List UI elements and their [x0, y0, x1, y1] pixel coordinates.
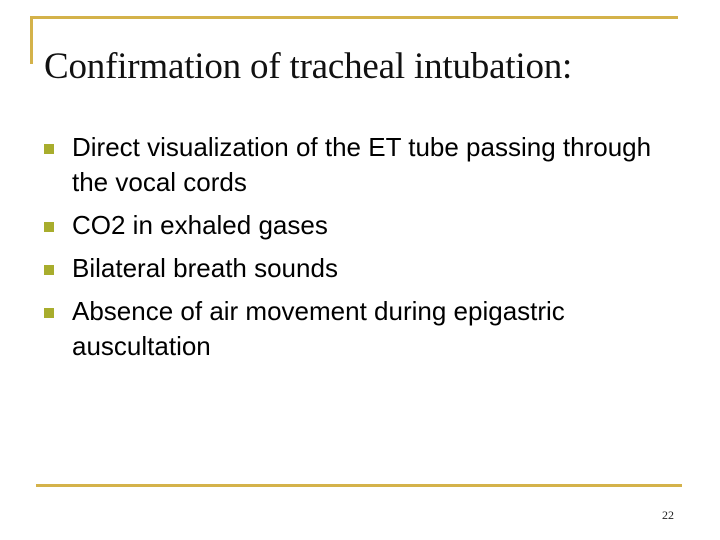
bullet-text: Direct visualization of the ET tube passing through the vocal cords: [72, 132, 652, 197]
footer-accent-line: [36, 484, 682, 487]
square-bullet-icon: [44, 308, 54, 318]
bullet-text: CO2 in exhaled gases: [72, 210, 328, 240]
square-bullet-icon: [44, 265, 54, 275]
list-item: [0, 208, 652, 243]
square-bullet-icon: [44, 144, 54, 154]
left-accent-line: [30, 16, 33, 64]
list-item: [0, 251, 652, 286]
list-item: [0, 130, 652, 200]
page-number: 22: [662, 508, 674, 522]
bullet-text: Bilateral breath sounds: [72, 253, 338, 283]
slide-title: Confirmation of tracheal intubation:: [44, 46, 573, 87]
square-bullet-icon: [44, 222, 54, 232]
bullet-list: [0, 130, 720, 372]
list-item: [0, 294, 652, 364]
bullet-text: Absence of air movement during epigastric auscultation: [72, 296, 565, 361]
top-accent-line: [30, 16, 678, 19]
